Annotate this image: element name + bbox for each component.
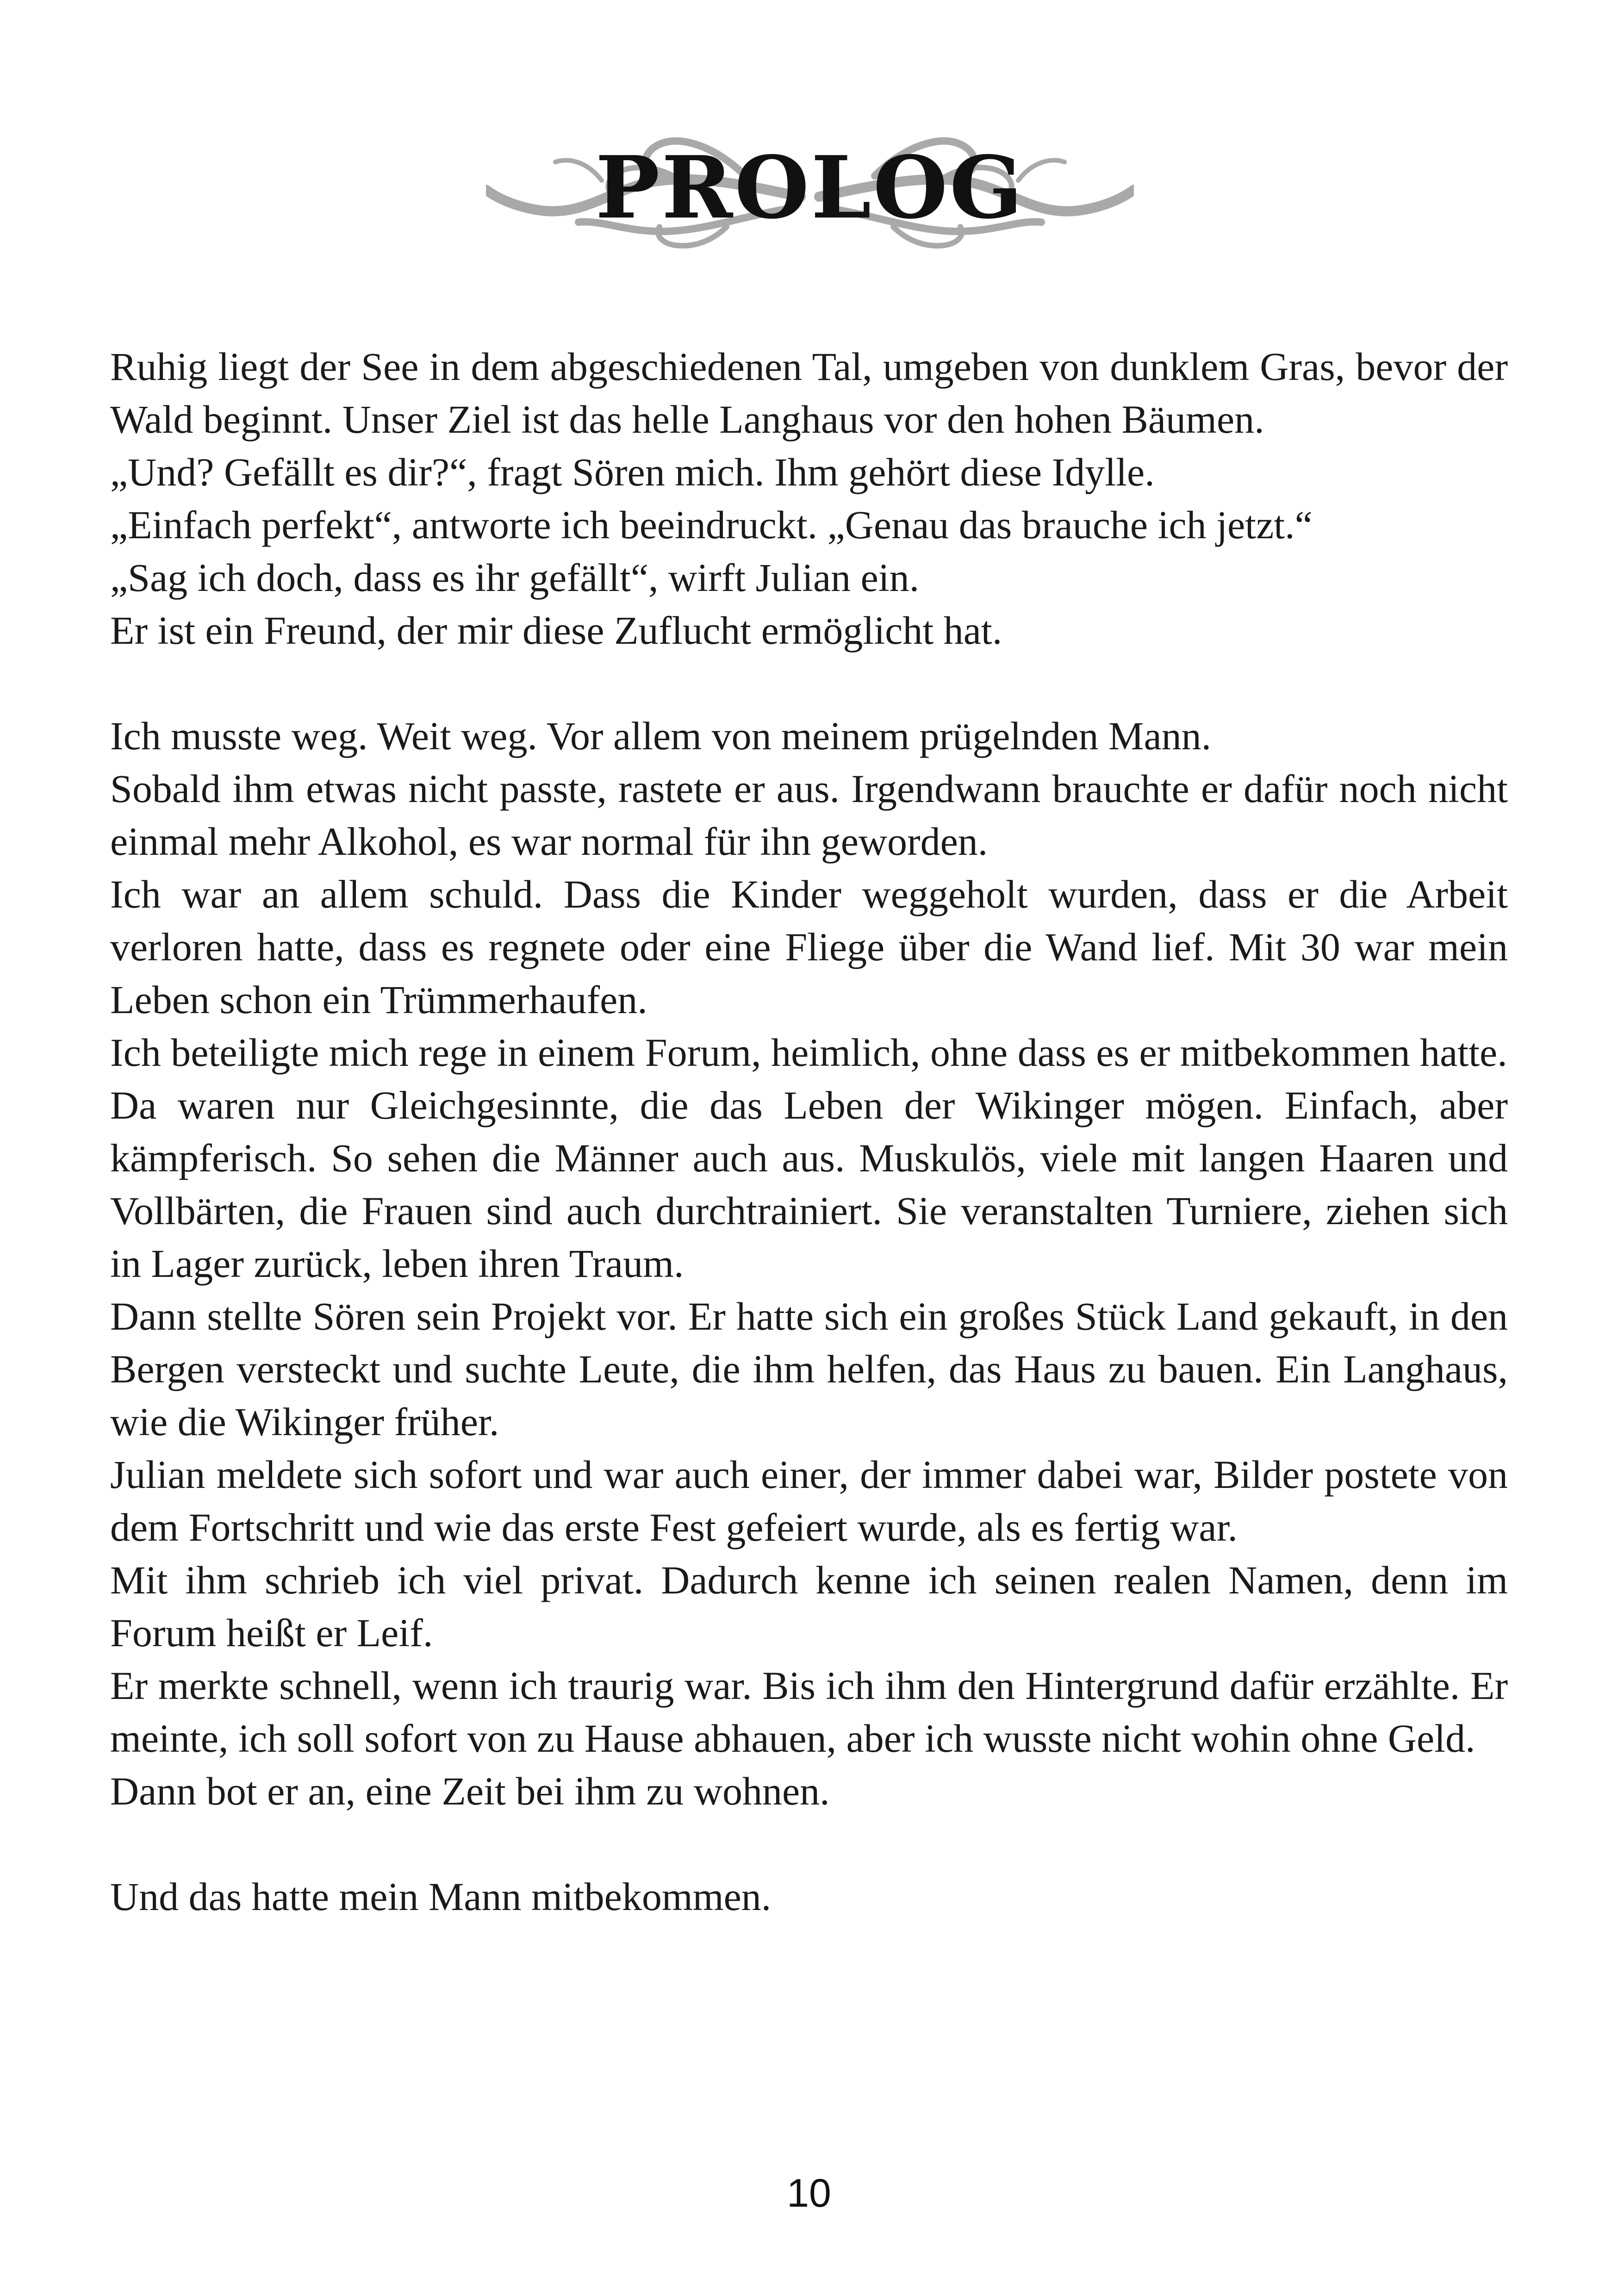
paragraph: Und das hatte mein Mann mitbekommen. xyxy=(110,1874,772,1919)
paragraph: Ich musste weg. Weit weg. Vor allem von meinem prügelnden Mann. xyxy=(110,714,1212,758)
paragraph-gap xyxy=(110,657,1508,709)
page-number: 10 xyxy=(787,2171,831,2215)
paragraph: „Sag ich doch, dass es ihr gefällt“, wirft Julian ein. xyxy=(110,555,920,600)
paragraph-gap xyxy=(110,1817,1508,1870)
body-text xyxy=(110,340,1508,1923)
paragraph: Dann bot er an, eine Zeit bei ihm zu wohnen. xyxy=(110,1769,830,1813)
paragraph: „Einfach perfekt“, antworte ich beeindruckt. „Genau das brauche ich jetzt.“ xyxy=(110,503,1313,547)
chapter-title: PROLOG xyxy=(595,137,1025,238)
paragraph: Sobald ihm etwas nicht passte, rastete er aus. Irgendwann brauchte er dafür noch nicht einmal mehr Alkohol, es war normal für ihn geworden. xyxy=(110,766,1508,864)
paragraph: Ich war an allem schuld. Dass die Kinder weggeholt wurden, dass er die Arbeit verloren hatte, dass es regnete oder eine Fliege über die Wand lief. Mit 30 war mein Leben schon ein Trümmerhaufen. xyxy=(110,872,1508,1022)
paragraph: Er merkte schnell, wenn ich traurig war. Bis ich ihm den Hintergrund dafür erzählte. Er meinte, ich soll sofort von zu Hause abhauen, aber ich wusste nicht wohin ohne Geld. xyxy=(110,1663,1508,1761)
paragraph: Mit ihm schrieb ich viel privat. Dadurch kenne ich seinen realen Namen, denn im Forum heißt er Leif. xyxy=(110,1558,1508,1655)
paragraph: Dann stellte Sören sein Projekt vor. Er hatte sich ein großes Stück Land gekauft, in den Bergen versteckt und suchte Leute, die ihm helfen, das Haus zu bauen. Ein Langhaus, wie die Wikinger früher. xyxy=(110,1294,1508,1444)
paragraph: Julian meldete sich sofort und war auch einer, der immer dabei war, Bilder postete von dem Fortschritt und wie das erste Fest gefeiert wurde, als es fertig war. xyxy=(110,1452,1508,1549)
paragraph: „Und? Gefällt es dir?“, fragt Sören mich. Ihm gehört diese Idylle. xyxy=(110,450,1155,494)
paragraph: Da waren nur Gleichgesinnte, die das Leben der Wikinger mögen. Einfach, aber kämpferisch. So sehen die Männer auch aus. Muskulös, viele mit langen Haaren und Vollbärten, die Frauen sind auch durchtrainiert. Sie veranstalten Turniere, ziehen sich in Lager zurück, leben ihren Traum. xyxy=(110,1083,1508,1286)
chapter-heading xyxy=(486,116,1134,264)
paragraph: Ich beteiligte mich rege in einem Forum, heimlich, ohne dass es er mitbekommen hatte. xyxy=(110,1030,1507,1075)
paragraph: Ruhig liegt der See in dem abgeschiedenen Tal, umgeben von dunklem Gras, bevor der Wald beginnt. Unser Ziel ist das helle Langhaus vor den hohen Bäumen. xyxy=(110,344,1508,442)
paragraph: Er ist ein Freund, der mir diese Zuflucht ermöglicht hat. xyxy=(110,608,1002,653)
